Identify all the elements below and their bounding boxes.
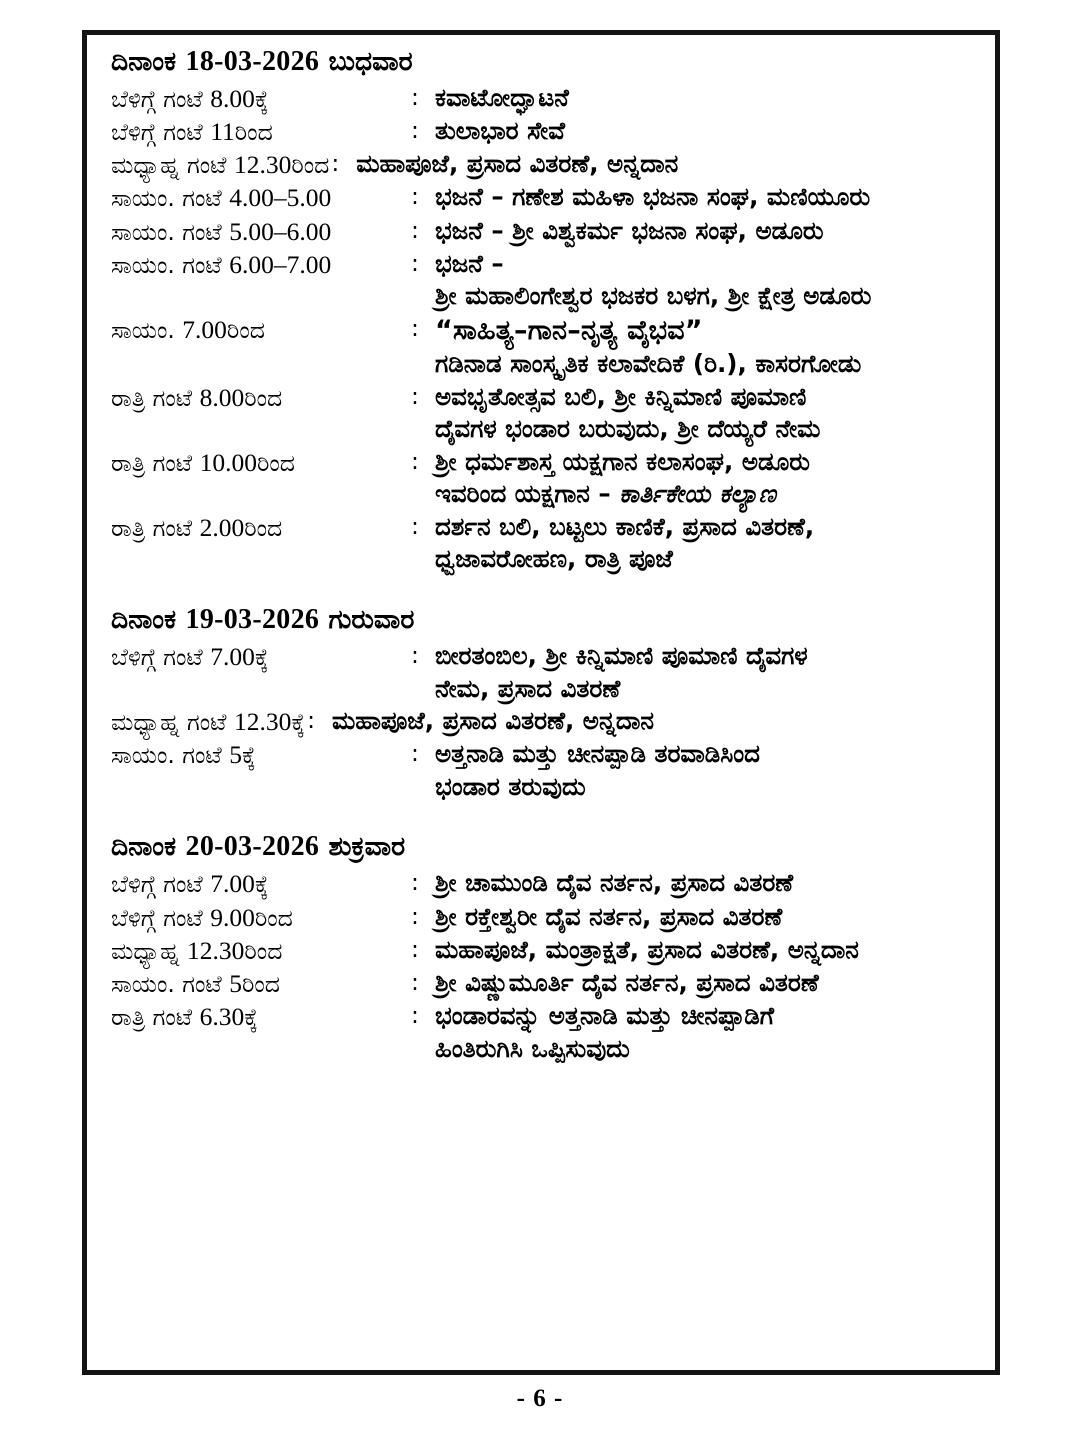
schedule-row-time	[111, 248, 411, 281]
schedule-row-description	[435, 967, 981, 1000]
schedule-list	[111, 640, 981, 803]
schedule-row-time	[111, 148, 331, 181]
time-label-text: ರಾತ್ರಿ ಗಂಟೆ	[111, 513, 200, 542]
section-gap	[111, 803, 981, 833]
schedule-row-separator: :	[411, 381, 419, 410]
schedule-row-time	[111, 738, 411, 771]
schedule-row-separator: :	[411, 248, 419, 277]
date-heading-weekday: ಗುರುವಾರ	[328, 604, 415, 635]
time-label-suffix: ರಿಂದ	[244, 383, 283, 412]
time-label-number: 4.00–5.00	[229, 183, 332, 213]
schedule-row-description	[332, 705, 981, 738]
date-heading-prefix: ದಿನಾಂಕ	[111, 831, 177, 863]
time-label-text: ರಾತ್ರಿ ಗಂಟೆ	[111, 383, 200, 412]
description-line: ಶ್ರೀ ಧರ್ಮಶಾಸ್ತ ಯಕ್ಷಗಾನ ಕಲಾಸಂಘ, ಅಡೂರು	[435, 446, 810, 476]
time-label-number: 8.00	[199, 382, 245, 412]
schedule-row	[111, 867, 981, 900]
time-label-number: 7.00	[210, 642, 255, 671]
description-line: ನೇಮ, ಪ್ರಸಾದ ವಿತರಣೆ	[435, 673, 621, 703]
time-label-suffix: ಕ್ಕೆ	[244, 1003, 258, 1032]
description-line: ಕವಾಟೋದ್ಘಾಟನೆ	[435, 83, 569, 112]
description-line: ಮಹಾಪೂಜೆ, ಪ್ರಸಾದ ವಿತರಣೆ, ಅನ್ನದಾನ	[331, 706, 654, 736]
schedule-row-separator: :	[307, 706, 315, 735]
schedule-row-time	[111, 901, 411, 934]
schedule-row-separator: :	[411, 868, 419, 897]
schedule-row-separator: :	[411, 901, 419, 930]
description-line: ದರ್ಶನ ಬಲಿ, ಬಟ್ಟಲು ಕಾಣಿಕೆ, ಪ್ರಸಾದ ವಿತರಣೆ,	[435, 511, 815, 541]
schedule-row-time	[111, 381, 411, 414]
schedule-row-separator: :	[411, 116, 419, 145]
schedule-row	[111, 381, 981, 446]
schedule-list	[111, 867, 981, 1065]
schedule-row-time	[111, 705, 307, 738]
time-label-text: ಬೆಳಿಗ್ಗೆ ಗಂಟೆ	[111, 643, 211, 671]
description-line: ಭಂಡಾರ ತರುವುದು	[435, 771, 586, 801]
schedule-row	[111, 967, 981, 1000]
schedule-row-description	[435, 381, 981, 446]
time-label-suffix: ರಿಂದ	[226, 315, 265, 344]
schedule-row-separator: :	[331, 149, 340, 178]
description-line: ಭಂಡಾರವನ್ನು ಅತ್ತನಾಡಿ ಮತ್ತು ಚೀನಪ್ಪಾಡಿಗೆ	[435, 1001, 774, 1031]
description-line: ಶ್ರೀ ವಿಷ್ಣುಮೂರ್ತಿ ದೈವ ನರ್ತನ, ಪ್ರಸಾದ ವಿತರಣೆ	[435, 967, 819, 997]
schedule-row-description	[435, 248, 981, 313]
time-label-text: ಸಾಯಂ.	[111, 315, 183, 344]
time-label-number: 7.00	[210, 869, 255, 899]
schedule-row-description	[435, 901, 981, 934]
schedule-row-time	[111, 1000, 411, 1033]
time-label-number: 5.00–6.00	[229, 216, 332, 246]
date-heading-date: 19-03-2026	[185, 604, 320, 635]
schedule-row	[111, 82, 981, 115]
date-heading-date: 20-03-2026	[185, 831, 320, 863]
schedule-row-time	[111, 115, 411, 148]
description-text: ಇವರಿಂದ ಯಕ್ಷಗಾನ –	[435, 479, 620, 509]
schedule-row-description	[356, 148, 981, 181]
schedule-row	[111, 446, 981, 511]
time-label-number: 7.00	[182, 314, 227, 344]
time-label-text: ಬೆಳಿಗ್ಗೆ ಗಂಟೆ	[111, 903, 211, 932]
time-label-text: ರಾತ್ರಿ ಗಂಟೆ	[111, 1003, 200, 1032]
description-line: ಭಜನೆ – ಗಣೇಶ ಮಹಿಳಾ ಭಜನಾ ಸಂಘ, ಮಣಿಯೂರು	[435, 182, 871, 212]
schedule-row	[111, 313, 981, 381]
description-line: ಶ್ರೀ ರಕ್ತೇಶ್ವರೀ ದೈವ ನರ್ತನ, ಪ್ರಸಾದ ವಿತರಣೆ	[435, 901, 783, 931]
schedule-row-description	[435, 867, 981, 900]
time-label-suffix: ರಿಂದ	[234, 118, 273, 147]
time-label-text: ಸಾಯಂ. ಗಂಟೆ	[111, 969, 230, 998]
date-heading	[111, 833, 981, 861]
time-label-number: 9.00	[210, 902, 255, 932]
time-label-number: 10.00	[199, 447, 257, 477]
schedule-row-separator: :	[411, 215, 419, 244]
time-label-number: 12.30	[233, 707, 292, 737]
time-label-text: ಮಧ್ಯಾಹ್ನ ಗಂಟೆ	[111, 708, 234, 737]
schedule-row-separator: :	[411, 934, 419, 963]
date-heading-date: 18-03-2026	[185, 46, 320, 77]
schedule-list	[111, 82, 981, 576]
time-label-number: 6.30	[199, 1002, 245, 1032]
time-label-text: ಮಧ್ಯಾಹ್ನ ಗಂಟೆ	[111, 151, 234, 180]
time-label-text: ಮಧ್ಯಾಹ್ನ	[111, 936, 187, 965]
time-label-suffix: ರಿಂದ	[254, 903, 293, 932]
time-label-suffix: ರಿಂದ	[244, 936, 283, 965]
schedule-row-separator: :	[411, 739, 419, 768]
description-line	[435, 478, 981, 511]
description-line: ಶ್ರೀ ಮಹಾಲಿಂಗೇಶ್ವರ ಭಜಕರ ಬಳಗ, ಶ್ರೀ ಕ್ಷೇತ್ರ ಅಡೂರು	[435, 281, 872, 311]
time-label-suffix: ರಿಂದ	[244, 513, 283, 542]
time-label-number: 5	[229, 968, 242, 998]
schedule-row-separator: :	[411, 1001, 419, 1030]
time-label-number: 6.00–7.00	[229, 249, 332, 279]
description-line: ಅವಭೃತೋತ್ಸವ ಬಲಿ, ಶ್ರೀ ಕಿನ್ನಿಮಾಣಿ ಪೂಮಾಣಿ	[435, 381, 807, 411]
schedule-row	[111, 901, 981, 934]
schedule-row-time	[111, 82, 411, 115]
schedule-row	[111, 148, 981, 181]
description-line: ತುಲಾಭಾರ ಸೇವೆ	[435, 116, 565, 146]
schedule-row	[111, 640, 981, 705]
date-heading-weekday: ಶುಕ್ರವಾರ	[328, 831, 406, 863]
schedule-row-time	[111, 867, 411, 900]
time-label-suffix: ಕ್ಕೆ	[254, 643, 269, 671]
description-line: ಭಜನೆ – ಶ್ರೀ ವಿಶ್ವಕರ್ಮ ಭಜನಾ ಸಂಘ, ಅಡೂರು	[435, 215, 824, 245]
schedule-row-description	[435, 215, 981, 248]
schedule-row-description	[435, 640, 981, 705]
schedule-row-description	[435, 934, 981, 967]
time-label-number: 12.30	[187, 935, 245, 965]
time-label-text: ಬೆಳಿಗ್ಗೆ ಗಂಟೆ	[111, 118, 211, 147]
schedule-row	[111, 215, 981, 248]
time-label-suffix: ಕ್ಕೆ	[291, 708, 306, 737]
schedule-row-separator: :	[411, 313, 419, 342]
schedule-row-description	[435, 738, 981, 803]
schedule-row-separator: :	[411, 83, 419, 111]
description-line: ಭಜನೆ –	[435, 248, 504, 278]
time-label-suffix: ರಿಂದ	[256, 448, 295, 477]
schedule-row	[111, 705, 981, 738]
page-border-frame	[82, 30, 1000, 1375]
time-label-number: 5	[229, 740, 242, 770]
time-label-text: ಸಾಯಂ. ಗಂಟೆ	[111, 184, 230, 213]
time-label-text: ಬೆಳಿಗ್ಗೆ ಗಂಟೆ	[111, 85, 211, 113]
time-label-number: 8.00	[210, 84, 255, 113]
schedule-row	[111, 115, 981, 148]
schedule-row	[111, 738, 981, 803]
time-label-suffix: ಕ್ಕೆ	[254, 870, 269, 899]
description-emphasis: ಕಾರ್ತಿಕೇಯ ಕಲ್ಯಾಣ	[619, 479, 777, 509]
date-heading	[111, 48, 981, 76]
time-label-suffix: ರಿಂದ	[241, 969, 280, 998]
time-label-suffix: ಕ್ಕೆ	[254, 85, 269, 113]
time-label-text: ಸಾಯಂ. ಗಂಟೆ	[111, 741, 230, 770]
schedule-row-time	[111, 511, 411, 544]
schedule-row-time	[111, 640, 411, 673]
schedule-row-time	[111, 967, 411, 1000]
description-line: ಅತ್ತನಾಡಿ ಮತ್ತು ಚೀನಪ್ಪಾಡಿ ತರವಾಡಿಸಿಂದ	[435, 739, 760, 769]
date-heading-prefix: ದಿನಾಂಕ	[111, 604, 177, 635]
time-label-text: ಸಾಯಂ. ಗಂಟೆ	[111, 250, 230, 279]
date-heading-weekday: ಬುಧವಾರ	[328, 46, 413, 77]
schedule-row-description	[435, 511, 981, 576]
time-label-suffix: ರಿಂದ	[291, 151, 330, 180]
description-line: ಬೀರತಂಬಿಲ, ಶ್ರೀ ಕಿನ್ನಿಮಾಣಿ ಪೂಮಾಣಿ ದೈವಗಳ	[435, 641, 808, 670]
schedule-row-separator: :	[411, 182, 419, 211]
time-label-text: ರಾತ್ರಿ ಗಂಟೆ	[111, 448, 200, 477]
schedule-row-time	[111, 446, 411, 479]
schedule-row-separator: :	[411, 446, 419, 475]
description-line: ಗಡಿನಾಡ ಸಾಂಸ್ಕೃತಿಕ ಕಲಾವೇದಿಕೆ (ರಿ.), ಕಾಸರಗೋಡು	[435, 348, 862, 378]
description-line: ಧ್ವಜಾವರೋಹಣ, ರಾತ್ರಿ ಪೂಜೆ	[435, 544, 673, 574]
schedule-row-description	[435, 82, 981, 115]
schedule-row-description	[435, 115, 981, 148]
schedule-row-time	[111, 934, 411, 967]
description-line: ಮಹಾಪೂಜೆ, ಮಂತ್ರಾಕ್ಷತೆ, ಪ್ರಸಾದ ವಿತರಣೆ, ಅನ್ನದಾನ	[435, 934, 859, 964]
description-line: ಶ್ರೀ ಚಾಮುಂಡಿ ದೈವ ನರ್ತನ, ಪ್ರಸಾದ ವಿತರಣೆ	[435, 868, 794, 898]
schedule-content	[111, 48, 981, 1360]
time-label-number: 11	[210, 117, 235, 147]
description-line: ಮಹಾಪೂಜೆ, ಪ್ರಸಾದ ವಿತರಣೆ, ಅನ್ನದಾನ	[356, 149, 679, 179]
schedule-row-time	[111, 215, 411, 248]
section-gap	[111, 576, 981, 606]
page-number: - 6 -	[516, 1385, 564, 1412]
schedule-row-description	[435, 1000, 981, 1065]
schedule-row	[111, 1000, 981, 1065]
schedule-row-description	[435, 313, 981, 381]
time-label-suffix: ಕ್ಕೆ	[241, 741, 256, 770]
schedule-row-separator: :	[411, 967, 419, 996]
description-line: “ಸಾಹಿತ್ಯ–ಗಾನ–ನೃತ್ಯ ವೈಭವ”	[435, 314, 703, 346]
schedule-row-time	[111, 181, 411, 214]
schedule-row-separator: :	[411, 511, 419, 540]
schedule-row	[111, 934, 981, 967]
schedule-row	[111, 248, 981, 313]
time-label-text: ಸಾಯಂ. ಗಂಟೆ	[111, 217, 230, 246]
date-heading	[111, 606, 981, 634]
description-line: ಹಿಂತಿರುಗಿಸಿ ಒಪ್ಪಿಸುವುದು	[435, 1033, 630, 1063]
schedule-row-description	[435, 446, 981, 511]
time-label-number: 12.30	[233, 150, 292, 180]
schedule-row	[111, 511, 981, 576]
time-label-text: ಬೆಳಿಗ್ಗೆ ಗಂಟೆ	[111, 870, 211, 899]
schedule-row-description	[435, 181, 981, 214]
date-heading-prefix: ದಿನಾಂಕ	[111, 46, 177, 77]
schedule-row-separator: :	[411, 641, 419, 669]
schedule-row-time	[111, 313, 411, 346]
description-line: ದೈವಗಳ ಭಂಡಾರ ಬರುವುದು, ಶ್ರೀ ದೆಯ್ಯರೆ ನೇಮ	[435, 414, 821, 444]
time-label-number: 2.00	[199, 512, 245, 542]
schedule-row	[111, 181, 981, 214]
